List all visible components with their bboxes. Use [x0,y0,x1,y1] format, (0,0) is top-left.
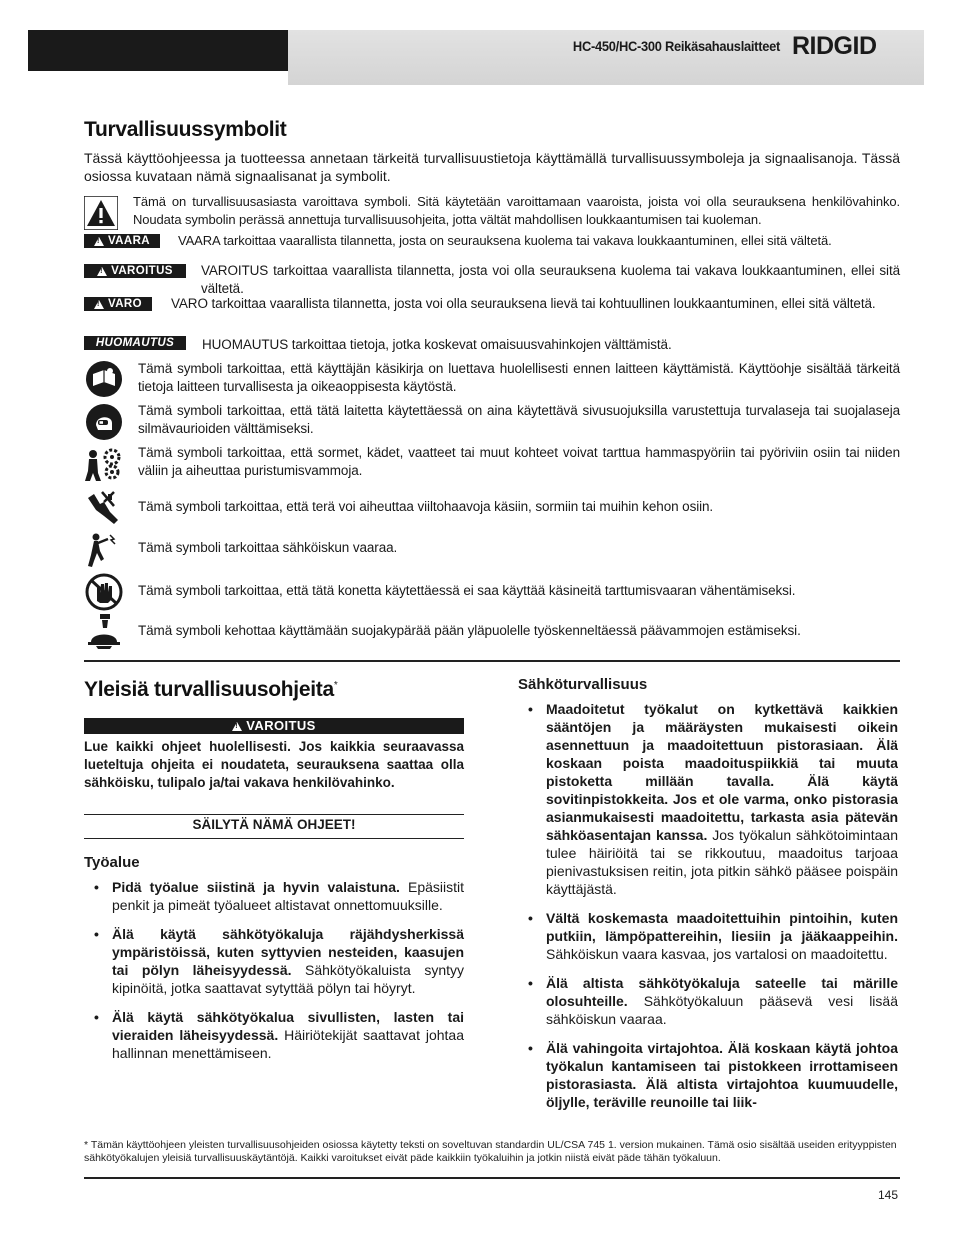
signal-huomautus-text: HUOMAUTUS tarkoittaa tietoja, jotka koskevat omaisuusvahinkojen välttämistä. [202,337,672,352]
signal-label: VARO [108,298,142,310]
item-text: Häiriötekijät saattavat johtaa hallinnan menettämiseen. [112,1027,464,1061]
signal-vaara-badge [84,234,160,248]
item-text: Sähkötyökaluun pääsevä vesi lisää sähköiskun vaaraa. [546,993,898,1027]
electrical-heading: Sähköturvallisuus [518,676,648,693]
general-heading-text: Yleisiä turvallisuusohjeita [84,678,334,701]
warning-triangle-icon [94,300,104,309]
no-gloves-icon [84,573,124,611]
symbol-manual-text: Tämä symboli tarkoittaa, että käyttäjän käsikirja on luettava huolellisesti ennen laitteen käyttämistä. Käyttöohje sisältää tärkeitä tietoja laitteen turvallisesta ja oikeaoppisesta käytöstä. [138,361,900,394]
logo-text: RIDGID [792,32,877,58]
manual-icon [84,360,124,398]
list-item [518,1039,898,1111]
section-divider [84,660,900,662]
page-number: 145 [877,1188,898,1202]
footnote: * Tämän käyttöohjeen yleisten turvallisuusohjeiden osiossa käytetty teksti on soveltuvan standardin UL/CSA 745 1. version mukainen. Tämä osio sisältää useiden erityyppisten sähkötyökalujen yleisiä turvallisuuskäytäntöjä. Kaikki varoitukset eivät päde kaikkiin työkaluihin ja jotkin niistä eivät päde tähän työkaluun. [84,1139,897,1164]
item-bold: Pidä työalue siistinä ja hyvin valaistuna. [112,879,400,895]
symbol-shock-text: Tämä symboli tarkoittaa sähköiskun vaaraa. [138,540,398,555]
item-text: Sähköiskun vaara kasvaa, jos vartalosi on maadoitettu. [546,946,888,962]
warning-triangle-icon [94,237,104,246]
item-bold: Älä altista sähkötyökaluja sateelle tai märille olosuhteille. [546,975,898,1009]
eye-protection-icon [84,403,124,441]
symbol-gloves-text: Tämä symboli tarkoittaa, että tätä konetta käytettäessä ei saa käyttää käsineitä tarttumisvaaran vähentämiseksi. [138,583,796,598]
symbol-eye-text: Tämä symboli tarkoittaa, että tätä laitetta käytettäessä on aina käytettävä sivusuojuksilla varustettuja turvalaseja tai suojalaseja silmävaurioiden välttämiseksi. [138,403,900,436]
signal-label: VAROITUS [111,265,173,277]
item-bold: Älä käytä sähkötyökalua sivullisten, lasten tai vieraiden läheisyydessä. [112,1009,464,1043]
cut-hazard-icon [84,490,124,528]
signal-varo-text: VARO tarkoittaa vaarallista tilannetta, josta voi olla seurauksena lievä tai kohtuullinen loukkaantuminen, ellei sitä vältetä. [171,296,876,311]
signal-huomautus-badge [84,336,186,350]
work-area-heading: Työalue [84,854,140,871]
item-text: Epäsiistit penkit ja pimeät työalueet altistavat onnettomuuksille. [112,879,465,913]
safety-alert-icon [84,196,118,230]
signal-varoitus-badge [84,264,186,278]
alert-symbol-text: Tämä on turvallisuusasiasta varoittava symboli. Sitä käytetään varoittamaan vaaroista, joista voi olla seurauksena henkilövahinko. Noudata symbolin perässä annettuja turvallisuusohjeita, jotta vältät mahdollisen loukkaantumisen tai kuoleman. [133,194,900,227]
symbol-hardhat-text: Tämä symboli kehottaa käyttämään suojakypärää pään yläpuolelle työskenneltäessä päävammojen estämiseksi. [138,623,801,638]
signal-varo-badge [84,297,152,311]
section-heading-general [84,678,338,702]
electric-shock-icon [84,531,124,569]
entanglement-icon [84,445,124,483]
symbol-cut-text: Tämä symboli tarkoittaa, että terä voi aiheuttaa viiltohaavoja käsiin, sormiin tai muihin kehon osiin. [138,499,714,514]
list-item [84,1008,464,1062]
section-heading-symbols: Turvallisuussymbolit [84,118,287,141]
warning-triangle-icon [97,267,107,276]
item-bold: Maadoitetut työkalut on kytkettävä kaikkien sääntöjen ja määräysten mukaisesti oikein asennettuun ja maadoitettuun pistorasiaan. Älä koskaan poista maadoituspiikkiä tai muuta pistoketta millään tavalla. Älä käytä sovitinpistokkeita. Jos et ole varma, onko pistorasia asianmukaisesti maadoitettu, tarkasta asia pätevän sähköasentajan kanssa. [546,701,898,843]
warning-triangle-icon [232,722,242,731]
list-item [84,878,464,914]
header-bar [28,30,288,71]
work-area-list [84,878,464,1073]
header-title: HC-450/HC-300 Reikäsahauslaitteet [572,38,780,54]
symbol-entanglement-text: Tämä symboli tarkoittaa, että sormet, kädet, vaatteet tai muut kohteet voivat tarttua hammaspyöriin tai pyöriviin osiin tai niiden väliin ja aiheuttaa puristumisvammoja. [138,445,900,478]
list-item [84,925,464,997]
save-bottom-rule [84,838,464,839]
save-instructions-label: SÄILYTÄ NÄMÄ OHJEET! [192,817,356,832]
warning-banner-label: VAROITUS [246,718,316,733]
item-text: Jos työkalun sähkötoimintaan tulee häiriöitä tai se rikkoutuu, maadoitus tarjoaa pienivastuksisen reitin, jota pitkin sähkö pääsee poispäin käyttäjästä. [546,827,898,897]
electrical-list [518,700,898,1130]
signal-vaara-text: VAARA tarkoittaa vaarallista tilannetta, josta on seurauksena kuolema tai vakava loukkaantuminen, ellei sitä vältetä. [178,233,832,248]
list-item [518,974,898,1028]
list-item [518,909,898,963]
signal-varoitus-text: VAROITUS tarkoittaa vaarallista tilannetta, josta voi olla seurauksena kuolema tai vakava loukkaantuminen, ellei sitä vältetä. [201,263,900,296]
warning-banner [84,718,464,734]
item-bold: Älä käytä sähkötyökaluja räjähdysherkissä ympäristöissä, kuten syttyvien nesteiden, kaasujen tai pölyn läheisyydessä. [112,926,464,978]
warning-text: Lue kaikki ohjeet huolellisesti. Jos kaikkia seuraavassa lueteltuja ohjeita ei noudateta, seurauksena saattaa olla sähköisku, tulipalo ja/tai vakava henkilövahinko. [84,739,464,790]
list-item [518,700,898,898]
ridgid-logo [792,32,900,58]
signal-label: VAARA [107,235,151,247]
footer-rule [84,1177,900,1179]
hard-hat-icon [84,612,124,650]
item-text: Sähkötyökaluista syntyy kipinöitä, jotka saattavat sytyttää pölyn tai höyryt. [112,962,464,996]
heading-footnote-mark: * [333,680,338,691]
signal-label: HUOMAUTUS [95,337,175,349]
intro-paragraph: Tässä käyttöohjeessa ja tuotteessa annetaan tärkeitä turvallisuustietoja käyttämällä turvallisuussymboleja ja signaalisanoja. Tässä osiossa kuvataan nämä signaalisanat ja symbolit. [84,150,900,184]
item-bold: Vältä koskemasta maadoitettuihin pintoihin, kuten putkiin, lämpöpattereihin, liesiin ja jääkaappeihin. [546,910,898,944]
item-bold: Älä vahingoita virtajohtoa. Älä koskaan käytä johtoa työkalun kantamiseen tai pistokkeen irrottamiseen pistorasiasta. Älä altista virtajohtoa kuumuudelle, öljylle, teräville reunoille tai liik- [546,1040,898,1110]
save-top-rule [84,814,464,815]
